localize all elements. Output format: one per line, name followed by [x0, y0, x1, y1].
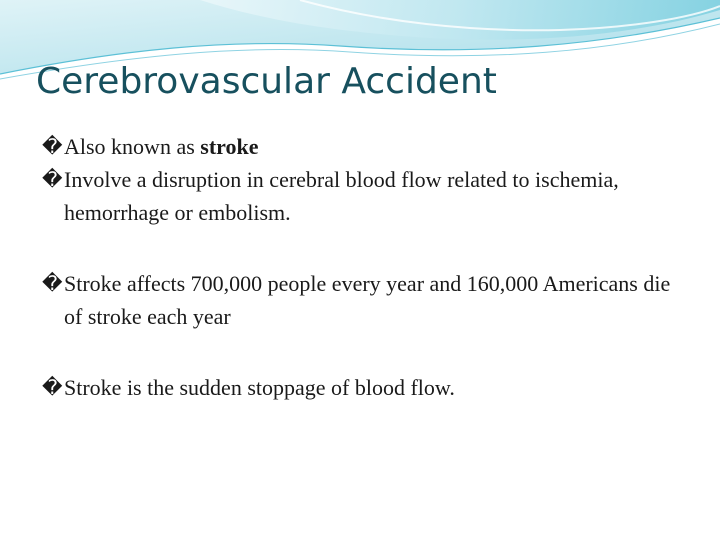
bullet-text: Involve a disruption in cerebral blood flow related to ischemia, hemorrhage or embolism. — [64, 167, 619, 225]
bullet-item — [42, 267, 682, 333]
slide-title: Cerebrovascular Accident — [36, 61, 497, 102]
bullet-text: Also known as — [64, 134, 201, 159]
bullet-marker-icon: � — [42, 167, 63, 191]
bullet-item — [42, 163, 682, 229]
bullet-list — [42, 130, 682, 404]
bullet-emphasis: stroke — [200, 134, 259, 159]
bullet-marker-icon: � — [42, 271, 63, 295]
bullet-item — [42, 130, 682, 163]
bullet-text: Stroke is the sudden stoppage of blood flow. — [64, 375, 455, 400]
bullet-item — [42, 371, 682, 404]
bullet-marker-icon: � — [42, 375, 63, 399]
bullet-text: Stroke affects 700,000 people every year and 160,000 Americans die of stroke each year — [64, 271, 671, 329]
bullet-marker-icon: � — [42, 134, 63, 158]
